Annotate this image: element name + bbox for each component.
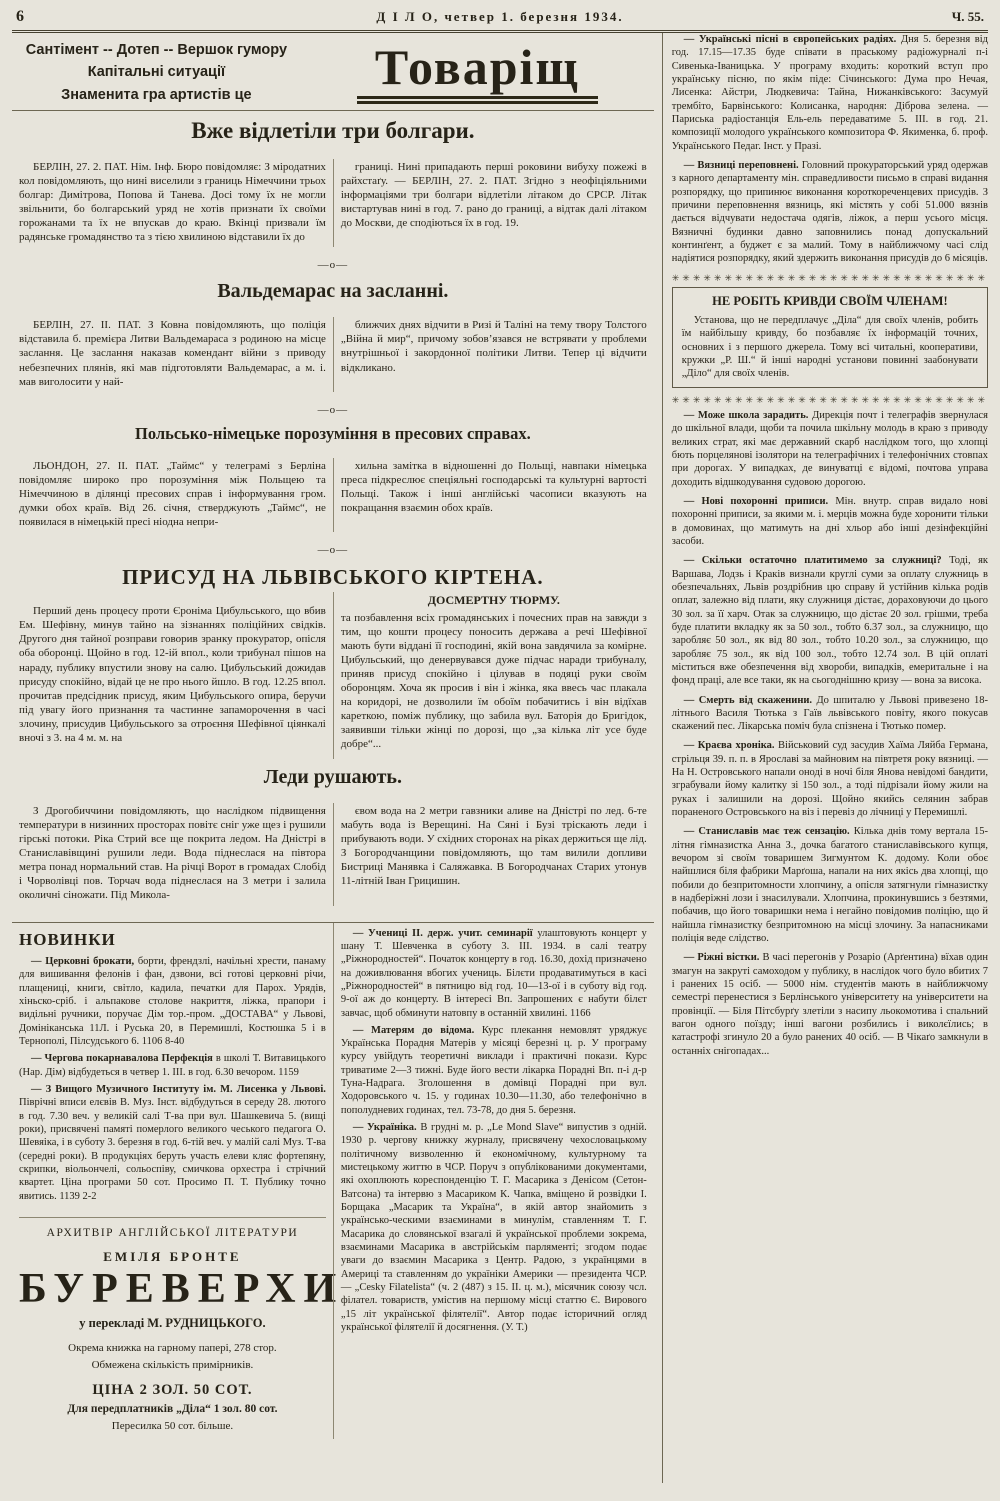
- news-item: [341, 1024, 647, 1117]
- page-number: 6: [16, 8, 24, 25]
- news-item-text: борти, френдзлі, начільні хрести, панаму для вишивання фелонів і фан, дзвони, всі готові церковні річи, плащениці, книги, світло, кадила, печатки для Парох. Урядів, хіньско-сріб. і альпакове столове накриття, ліжка, прапори і видільні ручники, поручає Дім тор.-пром. „ДОСТАВА“ у Львові, Домініканська 11Л. і Руська 20, в Перемишлі, Костюшка 5 і в Тернополі, Пілсудського 6. 1106 8-40: [19, 956, 326, 1048]
- section-divider: —о—: [317, 259, 349, 272]
- book-ad-author: ЕМІЛЯ БРОНТЕ: [103, 1248, 242, 1264]
- news-item: [672, 33, 988, 153]
- article-column-2-text: та позбавлення всіх громадянських і почесних прав на завжди з тим, що кошти процесу поносить держава а речі Шефівної мають бути віддані її господині, якій вона завдячила за комірне. Цибульський, що денервувався дуже підчас наради трибуналу, приняв присуд спокійно і цілував в подяці руки своїм оборонцям. Хоча як просив і він і жінка, яка ввесь час плакала на коридорі, не дозволили їм обоїм побачитись і він відїхав кареткою, поміж публику, що забила вул. Баторія до Бригідок, заявивши тільки жінці по дорозі, що „за кілька літ усе буде добре“...: [340, 611, 647, 751]
- news-item-text: Дня 5. березня від год. 17.15—17.35 буде співати в праському радіожурналі п-і Сивенька-Іваницька. У програму входить: короткий вступ про українську пісню, по якім піде: Січинського: Дума про Нечая, Лисенка: Айстри, Людкевича: Тайна, Нижанківського: Засумуй трембіто, Барвінського: Колисанка, народня: Діброва зелена. — Париська радіостанція Ель-ель передаватиме 5. ІІІ. в год. 21. композиції молодого українського композитора Ф. Якименка, б. проф. Українського Педаг. Інст. у Празі.: [671, 34, 989, 152]
- book-ad-title: БУРЕВЕРХИ: [19, 1266, 345, 1313]
- news-item-text: В часі перегонів у Розаріо (Арґентина) вїхав один змагун на закруті самоходом у публику, в наслідок чого було вбитих 7 і ранених 15 осіб. — 5000 нім. студентів мають в найближчому семестрі перенестися з Берлінського університету на університети на провінції. — Біля Пітсбурґу злетіли з насипу льокомотива і спальний вагон одного поїзду; інші вагони розбились і виколєїлись; в катастрофі згинуло 20 а було ранених 40 осіб. — В Чікаґо замкнули в останніх снігопадах...: [671, 952, 988, 1057]
- promo-line: Сантімент -- Дотеп -- Вершок гумору: [25, 42, 288, 58]
- news-item-lead: — Краєва хроніка.: [683, 740, 775, 752]
- news-item-lead: — Ріжні вістки.: [683, 952, 760, 964]
- article-headline: Вальдемарас на засланні.: [217, 280, 449, 303]
- news-item-lead: — Нові похоронні приписи.: [683, 495, 829, 507]
- news-item: [672, 554, 988, 687]
- news-item-lead: — Станиславів має теж сензацію.: [683, 826, 850, 838]
- news-item-lead: — Україніка.: [352, 1122, 417, 1134]
- article-headline: Вже відлетіли три болгари.: [191, 118, 475, 144]
- news-item-text: Кілька днів тому вертала 15-літня гімназистка Анна З., дочка багатого станиславівського купця, вечором зі своїм товаришем Зигмунтом К. додому. Коли обоє найшлися біля фабрики Марґоша, напали на них якісь два хлопці, що побили до безпритомности хлопчину, а опісля затягнули гімназистку в надберіжні лози і знасилували. Хлопчина, прокинувшись з безтями, побачив, що його товаришки нема і негайно повідомив поліцію, що й найшла гімназистку безпритомною на місці злочину. За напасниками поліція веде слідство.: [671, 826, 989, 945]
- news-item: [672, 739, 988, 819]
- article-column-2: євом вода на 2 метри гавзники аливе на Дністрі по лед. 6-те мабуть вода із Верещині. На Сяні і Бузі тріскають леди і прибувають води. У східних сторонах на ріках держиться ще лід. З Богородчанщини повідомляють, що там вилили допливи Бистриці Манявка і Саляжавка. В Богородчанах Старих утонув 11-літній Іван Грицишин.: [333, 803, 654, 906]
- article-columns: [12, 148, 654, 258]
- book-ad-translator: у перекладі М. РУДНИЦЬКОГО.: [79, 1316, 266, 1331]
- news-item-text: Піврічні вписи елєвів В. Муз. Інст. відбудуться в середу 28. лютого в год. 7.30 веч. у великій салі Т-ва при вул. Шашкевича 5. (вищі роки), присвячені памяті померлого великого чеського педагога О. Шевяіка, і в суботу 3. березня в год. 6-тій веч. у малій салі Муз. Т-ва (середні роки). В продукціях беруть участь елеви кляс фортепяну, скрипки, віольончелі, сольоспіву, смичкова орхестра і стрічний квартет. Ціна програми 50 сот. Просимо П. Т. Публику точно явитись. 1139 2-2: [19, 1097, 326, 1202]
- news-item-lead: — Учениці ІІ. держ. учит. семинарії: [352, 927, 533, 939]
- article-headline: Леди рушають.: [263, 765, 402, 788]
- theatre-promo: [12, 33, 654, 111]
- news-item: [341, 1121, 647, 1334]
- news-item-lead: — Українські пісні в європейських радіях.: [683, 34, 897, 45]
- news-item-text: в школі Т. Витавицького (Нар. Дім) відбудеться в четвер 1. ІІІ. в год. 6.30 вечором. 1159: [19, 1053, 326, 1078]
- news-item-text: Тоді, як Варшава, Лодзь і Краків визнали круглі суми за оплату служниць в обезпечальнях, Львів роздрібнив цю справу й устійнив кілька родів оплат, залежно від плати, яку служниця дістає, дораховуючи до цього 30 зол. за її харч. Отак за служницю, що дістає 20 зол. грішми, треба буде платити вкладку як за 50 зол., тобто 6.37 зол., за служницю, що заробляє 50 зол., як від 80 зол., тобто 10.20 зол., за служницю, що заробляє 75 зол., як від 100 зол., тобто 12.74 зол. В цій оплаті міститься вже обезпечення від хвороби, випадків, емеритальне і на фонд праці, але все таки, як на сьогоднішню кризу — вона за висока.: [671, 555, 988, 687]
- news-item-lead: — Вязниці переповнені.: [683, 159, 799, 171]
- news-item-text: Курс плекання немовлят уряджує Українська Порадня Матерів у місяці березні ц. р. У програму курсу увійдуть теоретичні виклади і практичні покази. Курс триватиме 2—3 тижні. Буде його вести лікарка Порадні Вп. п-і д-р Туна-Надрага. Зголошення в домівці Порадні при вул. Ходоровського ч. 15. у годинах 10.30—11.30, або телефонічно в пополудневих годинах, тел. 73-78, до дня 5. березня.: [340, 1024, 647, 1116]
- news-item: [672, 409, 988, 489]
- news-item: [19, 1052, 326, 1079]
- article-bolhary: [12, 111, 654, 258]
- news-item-lead: — Церковні брокати,: [31, 956, 135, 968]
- article-ice: [12, 759, 654, 917]
- article-headline: Польсько-німецьке порозуміння в пресових справах.: [135, 423, 531, 443]
- book-ad-line: Для передплатників „Діла“ 1 зол. 80 сот.: [67, 1403, 278, 1416]
- news-item-text: Військовий суд засудив Хаїма Ляйба Германа, стрільця 39. п. п. в Ярославі за майновим на півтретя року вязниці. — На Н. Островського напали оноді в ночі біля Янова невідомі бандити, зграбували йому калитку зі 150 зол., а тоді підрізали йому жили на руках і залишили на дорозі. Щойно якийсь селянин забрав пораненого Островського на віз і перевіз до лічниці у Перемишлі.: [671, 740, 989, 819]
- news-item: [672, 951, 988, 1058]
- article-press-agreement: [12, 418, 654, 543]
- article-column-2: [333, 592, 654, 759]
- novynky-column: [12, 923, 345, 1439]
- news-item-lead: — Чергова покарнавалова Перфекція: [31, 1053, 213, 1065]
- book-ad-kicker: АРХИТВІР АНГЛІЙСЬКОЇ ЛІТЕРАТУРИ: [46, 1227, 299, 1240]
- article-columns: [12, 792, 654, 917]
- book-ad-line: Окрема книжка на гарному папері, 278 стор.: [68, 1342, 277, 1355]
- article-columns: [12, 306, 654, 402]
- left-area: [12, 33, 663, 1483]
- promo-line: Знаменита гра артистів це: [61, 86, 252, 103]
- news-item-lead: — Може школа зарадить.: [683, 409, 809, 421]
- article-valdemaras: [12, 273, 654, 402]
- news-item-lead: — Смерть від скаженини.: [683, 694, 813, 706]
- news-item: [341, 927, 647, 1020]
- article-column-2: хильна замітка в відношенні до Польщі, навпаки німецька преса підкреслює спеціяльні господарські та культурні вартості Польщі. Також і інші англійські часописи вказують на покращання взаємин обох країв.: [333, 458, 654, 532]
- news-item-text: В грудні м. р. „Le Mond Slave“ випустив з одній. 1930 р. чергову книжку журналу, присвячену чехословацькому політичному визволенню й економічному, культурному та мистецькому життю в ЧСР. Поруч з опублікованими документами, які охоплюють кореспонденцію Т. Г. Масарика з Денісом (Сетон-Ватсона) та інтервю з Масариком К. Чапка, вміщено й розвідки І. Борщака „Масарик та Україна“, в якій автор знайомить з українсько-ческими взаєминами в минулім, ставленням Т. Г. Масарика до словянської взагалі й української проблеми зокрема, взаєминами Масарика в австрійськім парляменті; згодом подає уваги до взаємин Масарика з Центр. Радою, з українцями в Америці та ставленням до україніки Америки — президента ЧСР. — „Cesky Filatelista“ (ч. 2 (487) з 15. ІІ. ц. м.), місячник союзу чсл. філател. товариств, умістив на першому місці статтю Є. Вирового „15 літ української філятелії“. Автор подає історичний огляд української філятелії й досягнення. (У. Т.): [340, 1122, 647, 1334]
- book-advertisement: [19, 1217, 345, 1434]
- news-item: [672, 495, 988, 548]
- article-column-2: границі. Нині припадають перші роковини вибуху пожежі в райхстаґу. — БЕРЛІН, 27. 2. ПАТ. Згідно з неофіціяльними інформаціями три болгари відлетіли літаком до СРСР. Літак вистартував нині в год. 7. рано до границі, а відтак далі літаком до Москви, де сподіються їх в год. 19.: [333, 159, 654, 247]
- article-column-1: З Дрогобиччини повідомляють, що наслідком підвищення температури в низинних просторах повітє сніг уже щез і рушили гірські потоки. Ріка Стрий все ще покрита ледом. На Дністрі в Станиславівщині рушили леди. Вода піднеслася на півтора метра понад нормальний став. На річці Ворот в громадах Слобід і Чорволівці пов. Торчач вода піднеслася на 3 метри і залила околичні сіножати. Під Микола-: [19, 804, 326, 902]
- article-columns: [12, 447, 654, 543]
- promo-title: Товаріщ: [357, 41, 598, 104]
- section-divider: —о—: [317, 403, 349, 416]
- article-subhead: ДОСМЕРТНУ ТЮРМУ.: [427, 593, 560, 608]
- news-item-text: Мін. внутр. справ видало нові похоронні приписи, за якими м. і. мерців можна буде хоронити тільки в домовинах, що матимуть на дні хльор або інші дезінфекційні засоби.: [671, 495, 988, 547]
- promo-taglines: [12, 39, 301, 106]
- news-item: [672, 159, 988, 266]
- article-column-1: БЕРЛІН, 27. ІІ. ПАТ. З Ковна повідомляють, що поліція відставила б. премієра Литви Вальдемараса з родиною на місце заслання. Це заслання наказав комендант війни з приводу небезпечних плянів, які мав підготовляти Вальдемарас, а м. і. мав виголосити у най-: [19, 319, 326, 388]
- news-item-lead: — Скільки остаточно платитимемо за служниці?: [683, 555, 942, 567]
- notice-title: НЕ РОБІТЬ КРИВДИ СВОЇМ ЧЛЕНАМ!: [712, 294, 948, 308]
- news-item-lead: — Матерям до відома.: [352, 1024, 475, 1036]
- news-item-text: Головний прокураторський уряд одержав з карного департаменту мін. справедливости письмо в справі видання розпорядку, що припинює виконання короткореченцевих присудів. З причини переповнення вязниць, які містять у собі 51.000 вязнів дається відчувати недостача одягів, ліжок, а перш усього місця. Вязничні будинки давно заповнились понад допускальний континґент, а буджет є за малий. Тому в найближчому часі слід надіятися розпорядку, який здержить виконання присудів до 6 місяців.: [671, 159, 989, 265]
- page-content: [12, 33, 988, 1483]
- news-item: [19, 955, 326, 1048]
- article-column-2: ближчих днях відчити в Ризі й Таліні на тему твору Толстого „Війна й мир“, причому зобов’язався не встрявати у проблеми внутрішньої і закордонної політики Литви. Тепер ці відчити відкликано.: [333, 317, 654, 391]
- news-item: [19, 1083, 326, 1203]
- article-headline: ПРИСУД НА ЛЬВІВСЬКОГО КІРТЕНА.: [122, 565, 544, 590]
- ornament-strip: ✳✳✳✳✳✳✳✳✳✳✳✳✳✳✳✳✳✳✳✳✳✳✳✳✳✳✳✳✳✳: [671, 272, 988, 283]
- masthead-title: Д І Л О, четвер 1. березня 1934.: [376, 9, 624, 24]
- book-ad-line: Пересилка 50 сот. більше.: [111, 1420, 234, 1433]
- news-item-lead: — З Вищого Музичного Інституту ім. М. Лисенка у Львові.: [31, 1084, 326, 1096]
- promo-line: Капітальні ситуації: [87, 64, 226, 81]
- news-item: [672, 825, 988, 945]
- article-column-1: ЛЬОНДОН, 27. ІІ. ПАТ. „Таймс“ у телеграмі з Берліна повідомляє широко про порозуміння між Польщею та Німеччиною в ділянці пресових справ і інформування гром. думки обох країв. Від 26. січня, стверджують „Таймс“, не появилася в німецькій пресі ніодна непри-: [19, 459, 326, 528]
- article-column-1: БЕРЛІН, 27. 2. ПАТ. Нім. Інф. Бюро повідомляє: З міродатних кол повідомляють, що нині виселили з границь Німеччини трьох болгар: Димітрова, Попова й Танева. Досі тому їх не могли звільнити, бо болгарський уряд не хотів признати їх своїми горожанами та їх не впускав до краю. Вкінці призвали їм радянське громадянство та з тією хвилиною відставили їх до: [19, 160, 326, 244]
- notice-body: Установа, що не передплачує „Діла“ для своїх членів, робить їм найбільшу кривду, бо позбавляє їх інформацій точних, основних і з першого джерела. Тому всі читальні, кооперативи, кружки „Р. Ш.“ й інші народні установи повинні заабонувати „Діло“ для своїх членів.: [681, 314, 978, 380]
- book-ad-line: Обмежена скількість примірників.: [91, 1359, 254, 1372]
- page-header: [12, 6, 988, 33]
- novynky-title: НОВИНКИ: [19, 929, 116, 949]
- bottom-section: [12, 922, 654, 1439]
- issue-number: Ч. 55.: [951, 9, 984, 24]
- article-verdict: [12, 558, 654, 759]
- ornament-strip: ✳✳✳✳✳✳✳✳✳✳✳✳✳✳✳✳✳✳✳✳✳✳✳✳✳✳✳✳✳✳: [671, 394, 988, 405]
- book-ad-price: ЦІНА 2 ЗОЛ. 50 СОТ.: [92, 1382, 253, 1399]
- news-item-text: Дирекція почт і телеграфів звернулася до шкільної влади, щоби та почила шкільну молодь в краю з приводу великих страт, які має державний скарб наслідком того, що хлопці бють порцелянові ізолятори на телеграфічних і телефонічних стовпах при дорогах. У випадках, де винуватці є відомі, почтова управа доходить відшкодування судовою дорогою.: [671, 409, 989, 488]
- middle-news-column: [333, 923, 654, 1439]
- article-columns: [12, 592, 654, 759]
- section-divider: —о—: [317, 544, 349, 557]
- news-item-text: улаштовують концерт у шану Т. Шевченка в суботу 3. ІІІ. 1934. в салі театру „Ріжнородностей“. Початок концерту в год. 16.30, дохід призначено на доживлювання вбогих учениць. Білєти продаватимуться в касі „Ріжнородностей“ в пятницю від год. 10—13-ої і в суботу від год. 9-ої аж до концерту. В інтересі Вп. Запрошених є набути білєт завчас, щоб обминути натовпу в останній хвилині. 1166: [340, 927, 647, 1019]
- article-column-1: Перший день процесу проти Єроніма Цибульського, що вбив Ем. Шефівну, минув тайно на зізнаннях поліційних свідків. Другого дня тайної розправи говорив зранку прокуратор, опісля оба оборонці. Щойно в год. 12-ій впол., коли трибунал пішов на нараду, публику впустили знову на салю. Цибульський дожидав присуду спокійно, відай це не про нього йшло. В год. 12.25 впол. прочитав предсідник присуд, яким Цибульського опира, беручи під увагу його признання та частинне запаморочення в часі злочину, присудив Цибульського за отроєння Шефівної ціянкалі вночі з 3. на 4 м. м. на: [19, 605, 326, 744]
- promo-title-wrap: [301, 41, 654, 104]
- news-item-text: До шпиталю у Львові привезено 18-літнього Василя Тютька з Гаїв львівського повіту, якого покусав скажений пес. Лікарська поміч була спізнена і Тютько помер.: [671, 694, 989, 733]
- news-item: [672, 694, 988, 734]
- right-news-column: [663, 33, 988, 1483]
- subscription-notice-box: [672, 287, 988, 388]
